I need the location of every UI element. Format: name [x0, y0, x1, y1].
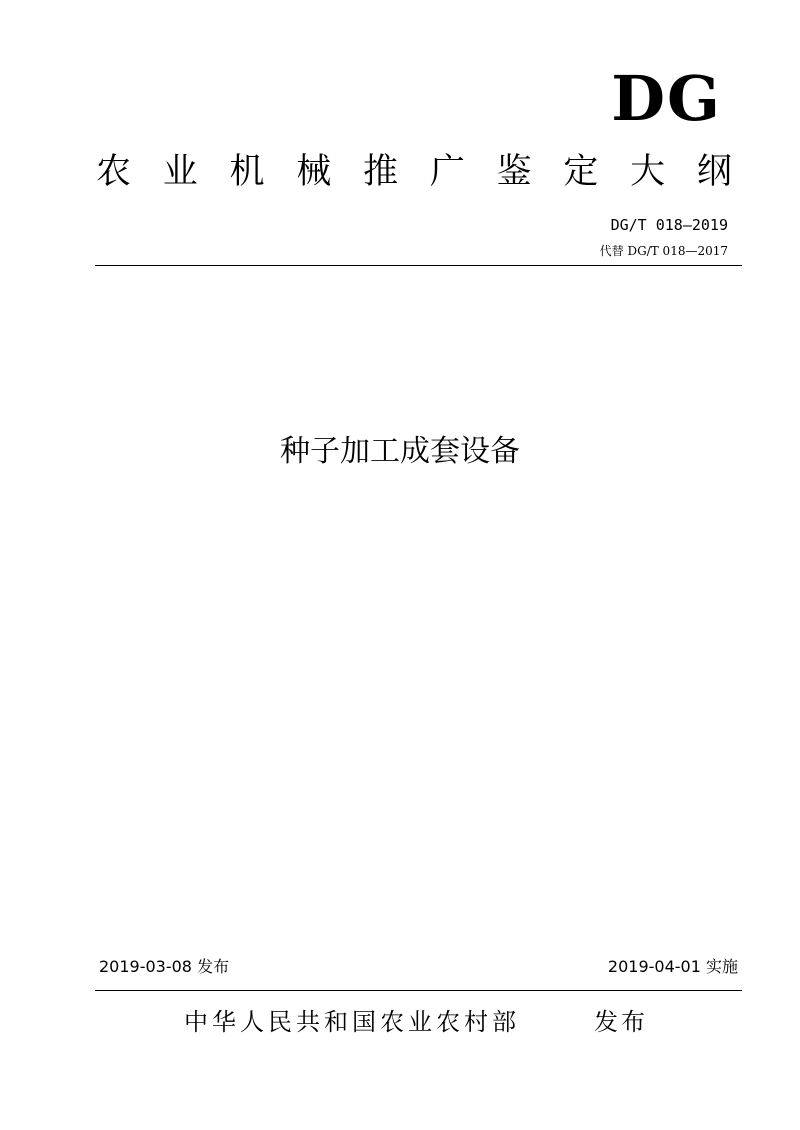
footer-divider — [95, 990, 742, 991]
series-title-char: 定 — [563, 152, 599, 192]
series-title-char: 械 — [296, 152, 332, 192]
series-title-char: 纲 — [696, 152, 732, 192]
series-title-char: 大 — [630, 152, 666, 192]
standard-number: DG/T 018—2019 — [610, 216, 728, 234]
issue-date: 2019-03-08 发布 — [99, 957, 230, 976]
document-title: 种子加工成套设备 — [280, 434, 520, 469]
series-title-char: 鉴 — [496, 152, 532, 192]
header-divider — [95, 265, 742, 266]
series-title-char: 农 — [96, 152, 132, 192]
replaces-standard: 代替 DG/T 018—2017 — [599, 244, 728, 258]
series-title-char: 推 — [363, 152, 399, 192]
series-title — [96, 152, 732, 192]
issue-action: 发布 — [594, 1008, 648, 1036]
series-title-char: 业 — [162, 152, 198, 192]
series-title-char: 机 — [229, 152, 265, 192]
issuing-authority: 中华人民共和国农业农村部 — [184, 1008, 520, 1036]
dg-logo: DG — [611, 62, 722, 135]
series-title-char: 广 — [429, 152, 465, 192]
implementation-date: 2019-04-01 实施 — [607, 957, 738, 976]
